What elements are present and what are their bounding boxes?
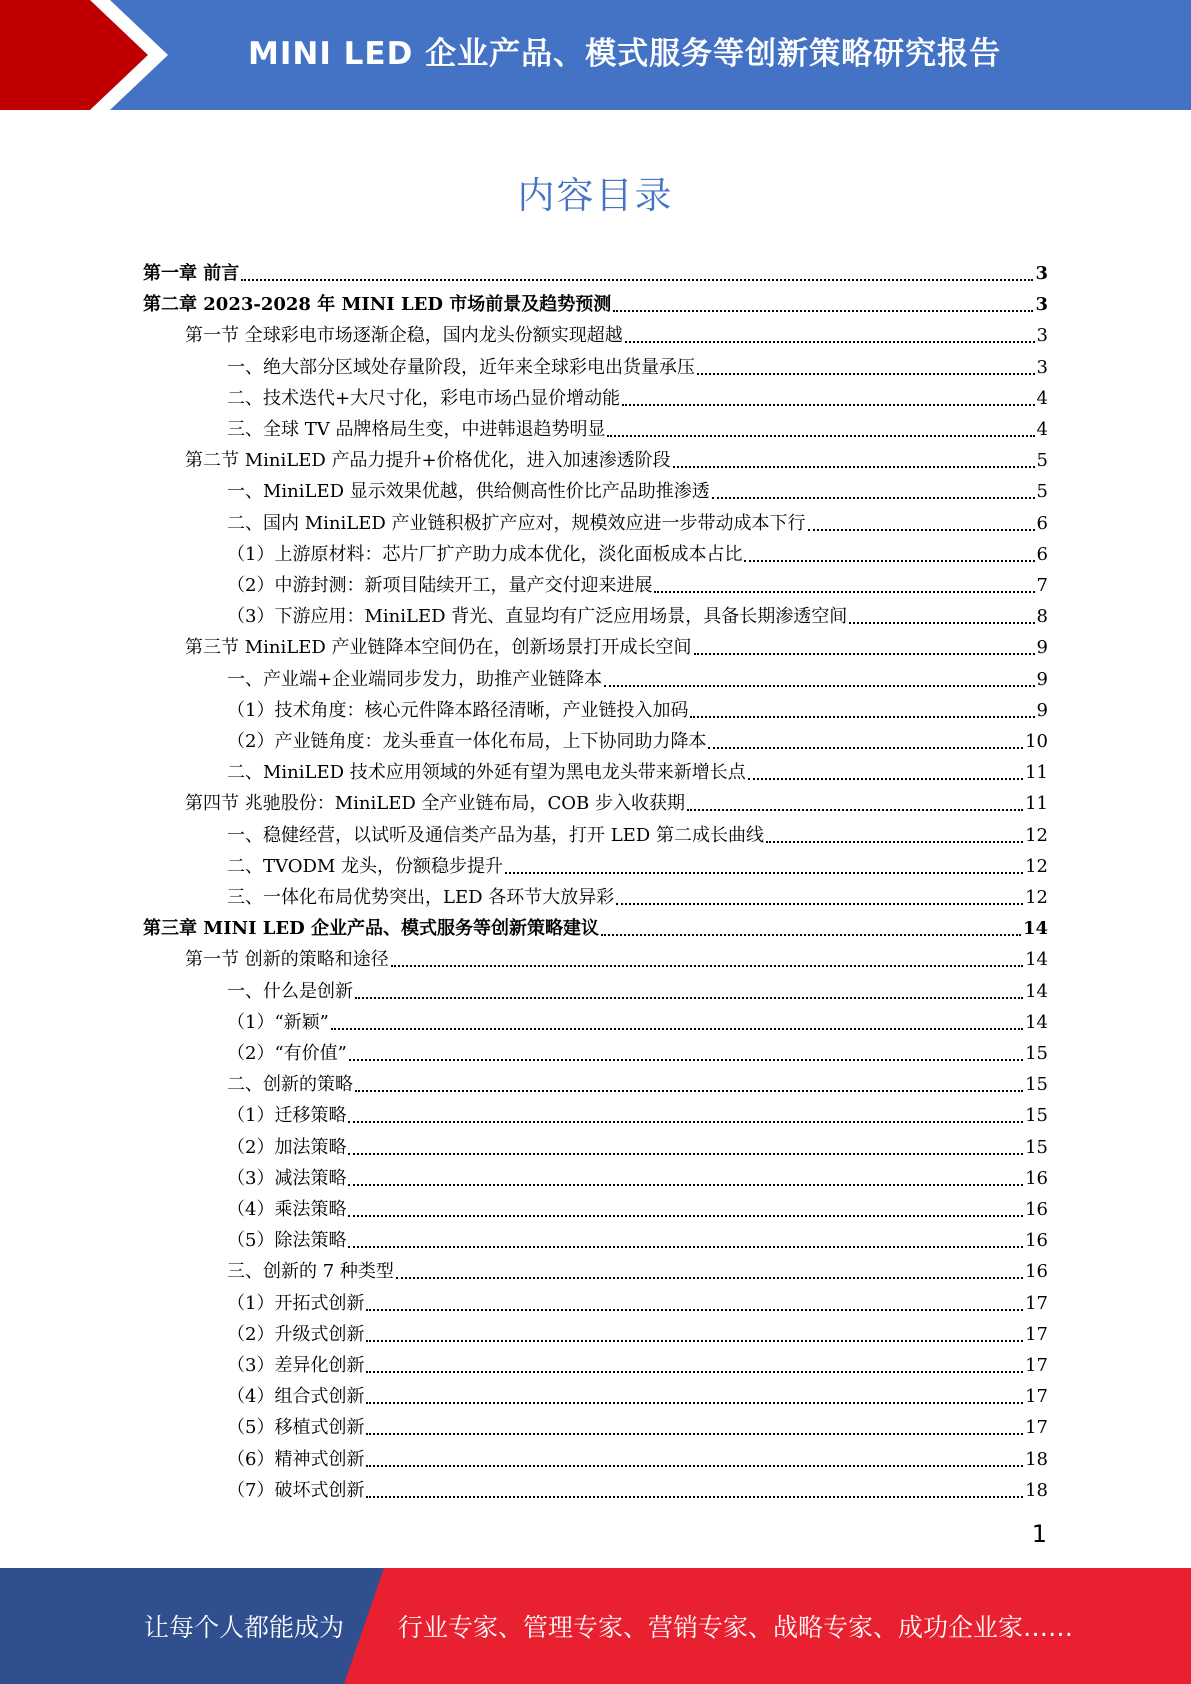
toc-subsection[interactable] bbox=[227, 379, 1048, 410]
toc-subsection[interactable] bbox=[227, 972, 1048, 1003]
footer-banner bbox=[0, 1568, 1191, 1684]
toc-entry-title: （2）加法策略 bbox=[227, 1137, 347, 1158]
toc-dot-leader bbox=[349, 1059, 1023, 1061]
toc-entry-title: 一、MiniLED 显示效果优越，供给侧高性价比产品助推渗透 bbox=[227, 481, 710, 502]
toc-subsection[interactable] bbox=[227, 816, 1048, 847]
toc-subsection[interactable] bbox=[227, 1377, 1048, 1408]
toc-page-number: 14 bbox=[1025, 981, 1048, 1002]
toc-subsection[interactable] bbox=[227, 1221, 1048, 1252]
toc-page-number: 15 bbox=[1025, 1043, 1048, 1064]
toc-dot-leader bbox=[616, 903, 1023, 905]
toc-entry-title: （1）“新颖” bbox=[227, 1012, 329, 1033]
toc-subsection[interactable] bbox=[227, 410, 1048, 441]
toc-page-number: 3 bbox=[1035, 263, 1048, 284]
toc-dot-leader bbox=[766, 841, 1023, 843]
toc-page-number: 16 bbox=[1025, 1168, 1048, 1189]
footer-roles: 行业专家、管理专家、营销专家、战略专家、成功企业家…… bbox=[398, 1613, 1074, 1642]
toc-subsection[interactable] bbox=[227, 660, 1048, 691]
toc-entry-title: 第四节 兆驰股份：MiniLED 全产业链布局，COB 步入收获期 bbox=[185, 793, 685, 814]
toc-dot-leader bbox=[744, 560, 1034, 562]
toc-subsection[interactable] bbox=[227, 1408, 1048, 1439]
toc-entry-title: 第三章 MINI LED 企业产品、模式服务等创新策略建议 bbox=[143, 918, 600, 939]
toc-subsection[interactable] bbox=[227, 878, 1048, 909]
toc-page-number: 3 bbox=[1035, 294, 1048, 315]
toc-page-number: 5 bbox=[1036, 481, 1048, 502]
toc-dot-leader bbox=[604, 685, 1034, 687]
toc-entry-title: 三、一体化布局优势突出，LED 各环节大放异彩 bbox=[227, 887, 615, 908]
toc-subsection[interactable] bbox=[227, 1315, 1048, 1346]
toc-dot-leader bbox=[654, 591, 1034, 593]
toc-entry-title: （7）破坏式创新 bbox=[227, 1480, 365, 1501]
toc-page-number: 6 bbox=[1036, 544, 1048, 565]
toc-entry-title: 第二节 MiniLED 产品力提升+价格优化，进入加速渗透阶段 bbox=[185, 450, 671, 471]
toc-subsection[interactable] bbox=[227, 1003, 1048, 1034]
toc-subsection[interactable] bbox=[227, 847, 1048, 878]
toc-page-number: 15 bbox=[1025, 1137, 1048, 1158]
toc-chapter[interactable] bbox=[143, 254, 1048, 285]
toc-subsection[interactable] bbox=[227, 1440, 1048, 1471]
toc-subsection[interactable] bbox=[227, 1159, 1048, 1190]
toc-subsection[interactable] bbox=[227, 753, 1048, 784]
toc-entry-title: 二、TVODM 龙头，份额稳步提升 bbox=[227, 856, 504, 877]
toc-subsection[interactable] bbox=[227, 1284, 1048, 1315]
toc-page-number: 15 bbox=[1025, 1074, 1048, 1095]
toc-chapter[interactable] bbox=[143, 285, 1048, 316]
toc-page-number: 11 bbox=[1025, 762, 1048, 783]
toc-subsection[interactable] bbox=[227, 597, 1048, 628]
toc-page-number: 5 bbox=[1036, 450, 1048, 471]
toc-dot-leader bbox=[601, 934, 1021, 936]
toc-page-number: 3 bbox=[1036, 357, 1048, 378]
toc-section[interactable] bbox=[185, 940, 1048, 971]
toc-subsection[interactable] bbox=[227, 1096, 1048, 1127]
toc-page-number: 14 bbox=[1025, 949, 1048, 970]
toc-dot-leader bbox=[849, 622, 1034, 624]
toc-subsection[interactable] bbox=[227, 472, 1048, 503]
toc-dot-leader bbox=[712, 497, 1035, 499]
toc-section[interactable] bbox=[185, 628, 1048, 659]
toc-subsection[interactable] bbox=[227, 535, 1048, 566]
toc-entry-title: 二、MiniLED 技术应用领域的外延有望为黑电龙头带来新增长点 bbox=[227, 762, 746, 783]
toc-entry-title: （1）上游原材料：芯片厂扩产助力成本优化，淡化面板成本占比 bbox=[227, 544, 743, 565]
toc-entry-title: 一、稳健经营，以试听及通信类产品为基，打开 LED 第二成长曲线 bbox=[227, 825, 764, 846]
toc-entry-title: （2）升级式创新 bbox=[227, 1324, 365, 1345]
report-title: MINI LED 企业产品、模式服务等创新策略研究报告 bbox=[248, 36, 1002, 72]
toc-dot-leader bbox=[366, 1340, 1023, 1342]
footer-slogan: 让每个人都能成为 bbox=[144, 1613, 345, 1642]
toc-subsection[interactable] bbox=[227, 1034, 1048, 1065]
toc-page-number: 18 bbox=[1025, 1449, 1048, 1470]
toc-dot-leader bbox=[396, 1277, 1023, 1279]
toc-dot-leader bbox=[625, 341, 1035, 343]
toc-entry-title: 第一章 前言 bbox=[143, 263, 240, 284]
toc-dot-leader bbox=[331, 1028, 1023, 1030]
toc-dot-leader bbox=[366, 1309, 1023, 1311]
toc-subsection[interactable] bbox=[227, 348, 1048, 379]
toc-page-number: 16 bbox=[1025, 1261, 1048, 1282]
toc-subsection[interactable] bbox=[227, 1065, 1048, 1096]
toc-dot-leader bbox=[355, 997, 1023, 999]
toc-entry-title: 第一节 全球彩电市场逐渐企稳，国内龙头份额实现超越 bbox=[185, 325, 623, 346]
page-number: 1 bbox=[1031, 1520, 1047, 1548]
toc-page-number: 18 bbox=[1025, 1480, 1048, 1501]
toc-page-number: 9 bbox=[1036, 669, 1048, 690]
toc-page-number: 6 bbox=[1036, 513, 1048, 534]
toc-dot-leader bbox=[622, 404, 1034, 406]
toc-entry-title: 第一节 创新的策略和途径 bbox=[185, 949, 389, 970]
toc-entry-title: 二、国内 MiniLED 产业链积极扩产应对，规模效应进一步带动成本下行 bbox=[227, 513, 806, 534]
toc-section[interactable] bbox=[185, 441, 1048, 472]
toc-dot-leader bbox=[348, 1153, 1023, 1155]
toc-subsection[interactable] bbox=[227, 722, 1048, 753]
toc-dot-leader bbox=[613, 310, 1033, 312]
toc-entry-title: 三、创新的 7 种类型 bbox=[227, 1261, 394, 1282]
toc-dot-leader bbox=[366, 1371, 1023, 1373]
toc-entry-title: （2）中游封测：新项目陆续开工，量产交付迎来进展 bbox=[227, 575, 653, 596]
toc-entry-title: 三、全球 TV 品牌格局生变，中进韩退趋势明显 bbox=[227, 419, 606, 440]
toc-page-number: 15 bbox=[1025, 1105, 1048, 1126]
toc-entry-title: 第二章 2023-2028 年 MINI LED 市场前景及趋势预测 bbox=[143, 294, 612, 315]
toc-entry-title: （3）下游应用：MiniLED 背光、直显均有广泛应用场景，具备长期渗透空间 bbox=[227, 606, 848, 627]
toc-page-number: 3 bbox=[1036, 325, 1048, 346]
toc-entry-title: （1）技术角度：核心元件降本路径清晰，产业链投入加码 bbox=[227, 700, 689, 721]
toc-heading: 内容目录 bbox=[517, 174, 674, 217]
toc-section[interactable] bbox=[185, 316, 1048, 347]
toc-dot-leader bbox=[348, 1184, 1023, 1186]
toc-dot-leader bbox=[366, 1433, 1023, 1435]
toc-entry-title: （4）乘法策略 bbox=[227, 1199, 347, 1220]
toc-page-number: 17 bbox=[1025, 1293, 1048, 1314]
toc-page-number: 14 bbox=[1025, 1012, 1048, 1033]
toc-page-number: 12 bbox=[1025, 856, 1048, 877]
toc-subsection[interactable] bbox=[227, 1190, 1048, 1221]
toc-subsection[interactable] bbox=[227, 691, 1048, 722]
toc-entry-title: （5）除法策略 bbox=[227, 1230, 347, 1251]
toc-dot-leader bbox=[348, 1121, 1023, 1123]
toc-page-number: 7 bbox=[1036, 575, 1048, 596]
toc-page-number: 12 bbox=[1025, 887, 1048, 908]
toc-entry-title: 一、产业端+企业端同步发力，助推产业链降本 bbox=[227, 669, 603, 690]
toc-page-number: 16 bbox=[1025, 1230, 1048, 1251]
toc-subsection[interactable] bbox=[227, 504, 1048, 535]
toc-section[interactable] bbox=[185, 784, 1048, 815]
toc-entry-title: （2）产业链角度：龙头垂直一体化布局，上下协同助力降本 bbox=[227, 731, 707, 752]
toc-dot-leader bbox=[348, 1215, 1023, 1217]
toc-dot-leader bbox=[366, 1496, 1023, 1498]
toc-entry-title: 一、什么是创新 bbox=[227, 981, 353, 1002]
toc-entry-title: 第三节 MiniLED 产业链降本空间仍在，创新场景打开成长空间 bbox=[185, 637, 692, 658]
toc-dot-leader bbox=[348, 1246, 1023, 1248]
toc-entry-title: （3）减法策略 bbox=[227, 1168, 347, 1189]
toc-dot-leader bbox=[607, 435, 1034, 437]
toc-dot-leader bbox=[241, 279, 1033, 281]
toc-dot-leader bbox=[690, 716, 1034, 718]
toc-page-number: 14 bbox=[1022, 918, 1048, 939]
toc-dot-leader bbox=[366, 1465, 1023, 1467]
toc-page-number: 4 bbox=[1036, 388, 1048, 409]
toc-dot-leader bbox=[673, 466, 1035, 468]
toc-chapter[interactable] bbox=[143, 909, 1048, 940]
toc-entry-title: （5）移植式创新 bbox=[227, 1417, 365, 1438]
toc-subsection[interactable] bbox=[227, 1128, 1048, 1159]
toc-dot-leader bbox=[694, 653, 1035, 655]
toc-entry-title: 一、绝大部分区域处存量阶段，近年来全球彩电出货量承压 bbox=[227, 357, 695, 378]
toc-page-number: 8 bbox=[1036, 606, 1048, 627]
toc-subsection[interactable] bbox=[227, 566, 1048, 597]
toc-page-number: 10 bbox=[1025, 731, 1048, 752]
toc-subsection[interactable] bbox=[227, 1346, 1048, 1377]
toc-page-number: 4 bbox=[1036, 419, 1048, 440]
toc-dot-leader bbox=[391, 965, 1023, 967]
toc-dot-leader bbox=[708, 747, 1023, 749]
toc-entry-title: （2）“有价值” bbox=[227, 1043, 347, 1064]
toc-page-number: 16 bbox=[1025, 1199, 1048, 1220]
toc-page-number: 17 bbox=[1025, 1324, 1048, 1345]
toc-entry-title: 二、技术迭代+大尺寸化，彩电市场凸显价增动能 bbox=[227, 388, 621, 409]
toc-subsection[interactable] bbox=[227, 1252, 1048, 1283]
toc-page-number: 9 bbox=[1036, 700, 1048, 721]
toc-entry-title: （1）开拓式创新 bbox=[227, 1293, 365, 1314]
toc-dot-leader bbox=[697, 373, 1035, 375]
toc-page-number: 11 bbox=[1025, 793, 1048, 814]
toc-page-number: 12 bbox=[1025, 825, 1048, 846]
toc-entry-title: 二、创新的策略 bbox=[227, 1074, 353, 1095]
toc-dot-leader bbox=[687, 809, 1023, 811]
toc-dot-leader bbox=[355, 1090, 1023, 1092]
toc-page-number: 17 bbox=[1025, 1386, 1048, 1407]
toc-page-number: 17 bbox=[1025, 1417, 1048, 1438]
toc-page-number: 9 bbox=[1036, 637, 1048, 658]
header-banner bbox=[0, 0, 1191, 110]
toc-entry-title: （4）组合式创新 bbox=[227, 1386, 365, 1407]
toc-dot-leader bbox=[748, 778, 1023, 780]
toc-dot-leader bbox=[505, 872, 1023, 874]
toc-page-number: 17 bbox=[1025, 1355, 1048, 1376]
toc-entry-title: （3）差异化创新 bbox=[227, 1355, 365, 1376]
toc-subsection[interactable] bbox=[227, 1471, 1048, 1502]
toc-dot-leader bbox=[366, 1402, 1023, 1404]
toc-entry-title: （6）精神式创新 bbox=[227, 1449, 365, 1470]
toc-entry-title: （1）迁移策略 bbox=[227, 1105, 347, 1126]
toc-dot-leader bbox=[808, 529, 1035, 531]
